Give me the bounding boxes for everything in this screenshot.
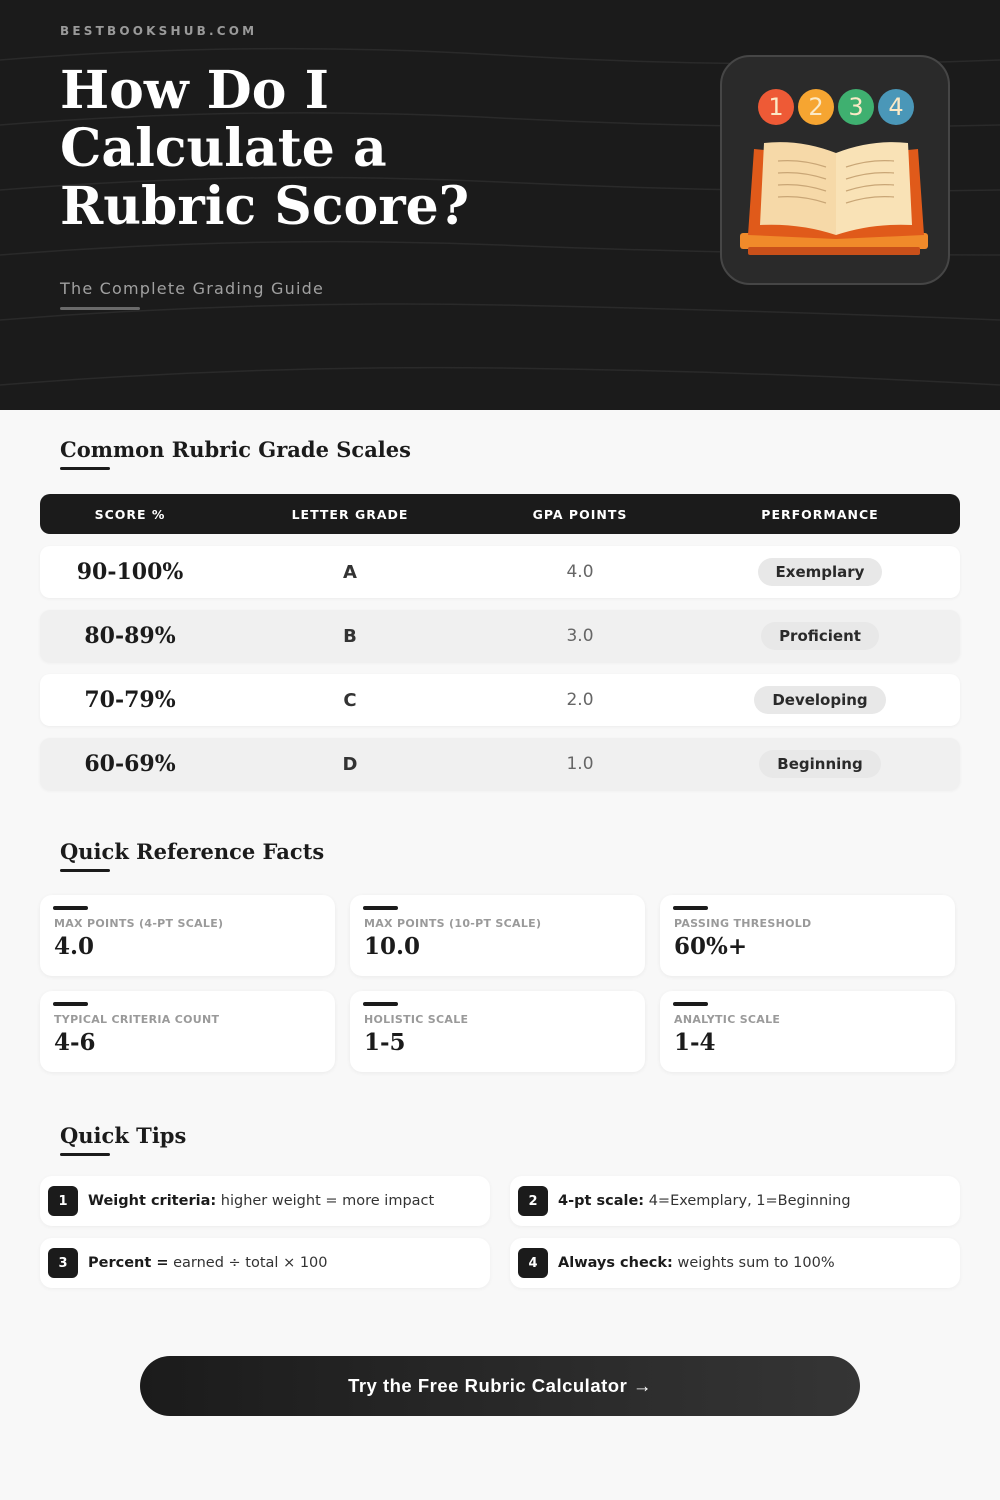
column-header-letter: LETTER GRADE (291, 506, 409, 522)
performance-badge: Exemplary (758, 558, 883, 586)
tip-item (40, 1238, 490, 1288)
tip-keyword: 4-pt scale: (558, 1193, 645, 1209)
fact-accent-bar (673, 1002, 708, 1006)
fact-value: 1-5 (364, 1029, 406, 1056)
number-badges (758, 89, 914, 125)
fact-accent-bar (53, 906, 88, 910)
tip-number-badge: 2 (518, 1186, 548, 1216)
fact-card (660, 991, 955, 1072)
tip-item (510, 1176, 960, 1226)
tip-keyword: Weight criteria: (88, 1193, 217, 1209)
fact-card (350, 991, 645, 1072)
fact-card (350, 895, 645, 976)
heading-underline (60, 467, 110, 470)
fact-accent-bar (53, 1002, 88, 1006)
heading-underline (60, 869, 110, 872)
book-icon (740, 139, 932, 259)
score-cell: 80-89% (84, 623, 176, 649)
tip-text (558, 1193, 851, 1209)
fact-value: 10.0 (364, 933, 421, 960)
performance-cell (680, 622, 960, 650)
tip-description: higher weight = more impact (216, 1193, 435, 1209)
gpa-cell: 3.0 (566, 626, 594, 646)
heading-underline (60, 1153, 110, 1156)
score-cell: 70-79% (84, 687, 176, 713)
letter-cell: B (343, 625, 357, 647)
tip-text (88, 1255, 328, 1271)
fact-value: 1-4 (674, 1029, 716, 1056)
gpa-cell: 1.0 (566, 754, 594, 774)
hero-header (0, 0, 1000, 410)
page-title (60, 62, 580, 236)
subtitle-underline (60, 307, 140, 310)
performance-badge: Proficient (761, 622, 879, 650)
performance-cell (680, 558, 960, 586)
column-header-gpa: GPA POINTS (532, 506, 628, 522)
fact-label: MAX POINTS (10-PT SCALE) (364, 917, 542, 930)
score-cell: 90-100% (76, 559, 184, 585)
tip-description: weights sum to 100% (672, 1255, 835, 1271)
site-name: BESTBOOKSHUB.COM (60, 24, 258, 38)
open-book-with-numbers-icon (720, 55, 950, 285)
fact-accent-bar (363, 906, 398, 910)
table-row (40, 674, 960, 726)
performance-badge: Developing (754, 686, 885, 714)
tips-heading: Quick Tips (60, 1123, 187, 1148)
tip-number-badge: 3 (48, 1248, 78, 1278)
number-badge-3: 3 (838, 89, 874, 125)
tip-keyword: Always check: (558, 1255, 673, 1271)
rubric-calculator-cta-button[interactable]: Try the Free Rubric Calculator → (140, 1356, 860, 1416)
tip-item (40, 1176, 490, 1226)
tip-description: earned ÷ total × 100 (168, 1255, 328, 1271)
table-row (40, 738, 960, 790)
grade-table-header (40, 494, 960, 534)
gpa-cell: 4.0 (566, 562, 594, 582)
fact-value: 4.0 (54, 933, 95, 960)
number-badge-2: 2 (798, 89, 834, 125)
fact-accent-bar (673, 906, 708, 910)
letter-cell: D (342, 753, 358, 775)
fact-label: HOLISTIC SCALE (364, 1013, 469, 1026)
tip-item (510, 1238, 960, 1288)
performance-cell (680, 686, 960, 714)
fact-label: PASSING THRESHOLD (674, 917, 812, 930)
table-row (40, 546, 960, 598)
tip-text (88, 1193, 434, 1209)
letter-cell: A (343, 561, 357, 583)
facts-heading: Quick Reference Facts (60, 839, 325, 864)
letter-cell: C (343, 689, 357, 711)
score-cell: 60-69% (84, 751, 176, 777)
number-badge-1: 1 (758, 89, 794, 125)
table-row (40, 610, 960, 662)
fact-card (660, 895, 955, 976)
title-line-2: Calculate a (60, 118, 387, 179)
title-line-1: How Do I (60, 60, 329, 121)
fact-card (40, 895, 335, 976)
title-line-3: Rubric Score? (60, 176, 470, 237)
fact-label: ANALYTIC SCALE (674, 1013, 781, 1026)
fact-value: 60%+ (674, 933, 748, 960)
number-badge-4: 4 (878, 89, 914, 125)
fact-label: MAX POINTS (4-PT SCALE) (54, 917, 224, 930)
performance-cell (680, 750, 960, 778)
fact-card (40, 991, 335, 1072)
tip-number-badge: 1 (48, 1186, 78, 1216)
gpa-cell: 2.0 (566, 690, 594, 710)
column-header-score: SCORE % (94, 506, 166, 522)
page-subtitle: The Complete Grading Guide (60, 279, 324, 298)
tip-description: 4=Exemplary, 1=Beginning (644, 1193, 851, 1209)
tip-number-badge: 4 (518, 1248, 548, 1278)
column-header-performance: PERFORMANCE (761, 506, 879, 522)
fact-accent-bar (363, 1002, 398, 1006)
grade-scales-heading: Common Rubric Grade Scales (60, 437, 411, 462)
tip-keyword: Percent = (88, 1255, 169, 1271)
tip-text (558, 1255, 835, 1271)
fact-value: 4-6 (54, 1029, 96, 1056)
fact-label: TYPICAL CRITERIA COUNT (54, 1013, 220, 1026)
performance-badge: Beginning (759, 750, 880, 778)
